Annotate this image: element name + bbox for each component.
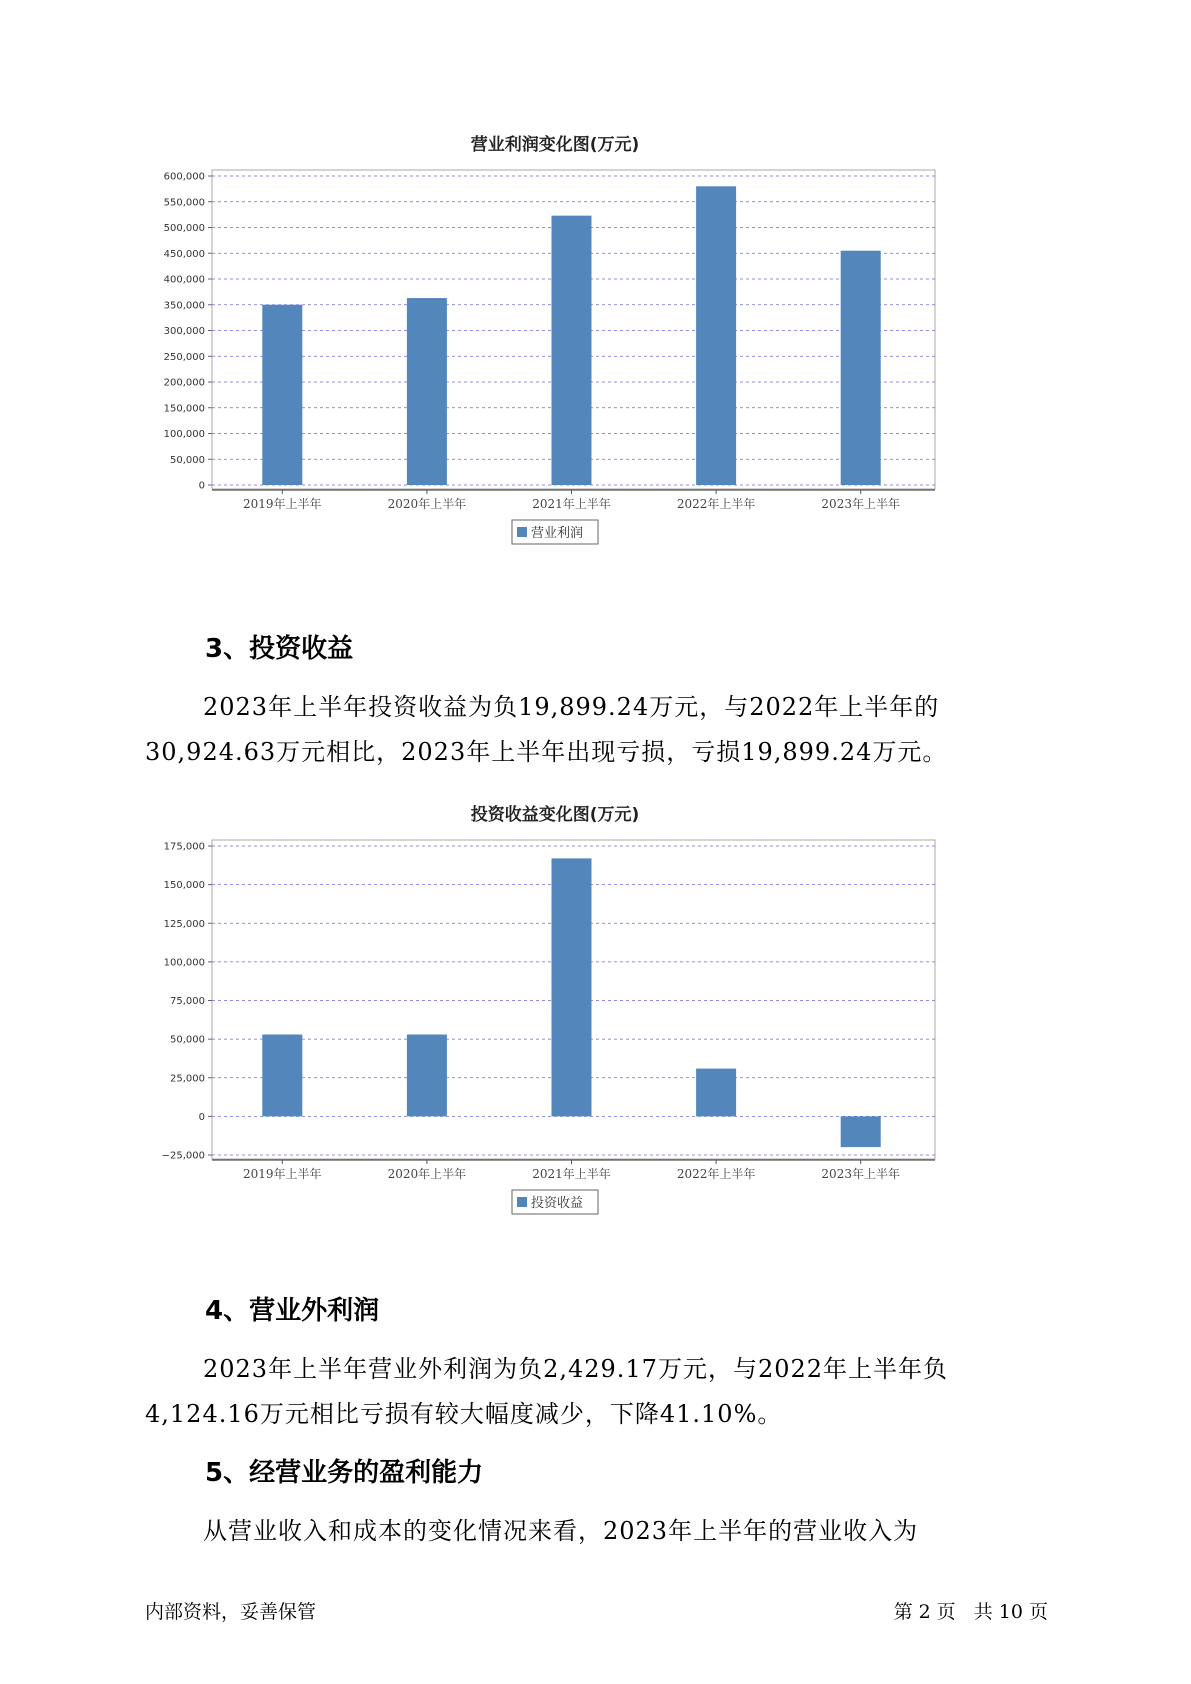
section-heading-investment-income: 3、投资收益 xyxy=(205,634,354,664)
y-tick-label: 150,000 xyxy=(163,880,205,892)
legend xyxy=(512,1190,598,1214)
y-tick-label: 100,000 xyxy=(163,957,205,969)
paragraph-profitability: 从营业收入和成本的变化情况来看，2023年上半年的营业收入为 xyxy=(203,1517,919,1545)
y-tick-label: −25,000 xyxy=(161,1150,205,1162)
paragraph-non-operating-profit: 2023年上半年营业外利润为负2,429.17万元，与2022年上半年负4,124.16万元相比亏损有较大幅度减少，下降41.10%。 xyxy=(145,1355,949,1428)
y-tick-label: 350,000 xyxy=(163,300,205,312)
y-tick-label: 300,000 xyxy=(163,326,205,337)
legend-swatch xyxy=(517,1197,527,1207)
x-tick-label: 2019年上半年 xyxy=(243,497,322,511)
chart-title: 投资收益变化图(万元) xyxy=(470,805,640,825)
x-tick-label: 2023年上半年 xyxy=(821,1167,900,1181)
y-tick-label: 125,000 xyxy=(163,918,205,930)
x-tick-label: 2020年上半年 xyxy=(387,497,467,511)
legend-swatch xyxy=(517,527,527,537)
paragraph-investment-income: 2023年上半年投资收益为负19,899.24万元，与2022年上半年的30,924.63万元相比，2023年上半年出现亏损，亏损19,899.24万元。 xyxy=(145,693,948,766)
bar xyxy=(262,1034,302,1116)
bar xyxy=(841,251,881,485)
y-tick-label: 50,000 xyxy=(170,1034,205,1046)
legend-label: 投资收益 xyxy=(531,1196,584,1211)
x-tick-label: 2021年上半年 xyxy=(532,497,611,511)
investment-income-chart xyxy=(0,800,1191,1270)
x-tick-label: 2021年上半年 xyxy=(532,1167,611,1181)
y-tick-label: 500,000 xyxy=(163,223,205,234)
x-tick-label: 2023年上半年 xyxy=(821,497,900,511)
y-tick-label: 150,000 xyxy=(163,403,205,415)
section-heading-profitability: 5、经营业务的盈利能力 xyxy=(205,1458,484,1488)
y-tick-label: 0 xyxy=(198,1111,205,1123)
investment-income-chart-svg xyxy=(0,800,1191,1270)
total-prefix: 共 xyxy=(973,1601,993,1623)
section-heading-non-operating-profit: 4、营业外利润 xyxy=(205,1296,380,1326)
y-tick-label: 450,000 xyxy=(163,248,205,260)
y-tick-label: 0 xyxy=(198,480,205,492)
x-tick-label: 2022年上半年 xyxy=(676,497,756,511)
footer-page-info xyxy=(891,1597,1051,1624)
bar xyxy=(696,186,736,485)
y-tick-label: 50,000 xyxy=(170,454,205,466)
y-tick-label: 25,000 xyxy=(170,1073,205,1085)
legend xyxy=(512,520,598,544)
bar xyxy=(841,1116,881,1147)
operating-profit-chart-svg xyxy=(0,130,1191,600)
total-pages: 10 xyxy=(998,1601,1023,1623)
y-tick-label: 550,000 xyxy=(163,197,205,209)
bar xyxy=(262,305,302,485)
bar xyxy=(407,298,447,485)
operating-profit-chart xyxy=(0,130,1191,600)
chart-title: 营业利润变化图(万元) xyxy=(470,135,640,155)
footer-confidential-note: 内部资料，妥善保管 xyxy=(145,1601,317,1623)
bar xyxy=(552,858,592,1116)
page-number: 2 xyxy=(918,1601,931,1623)
x-tick-label: 2022年上半年 xyxy=(676,1167,756,1181)
page-label-suffix: 页 xyxy=(936,1601,956,1623)
legend-label: 营业利润 xyxy=(531,526,584,541)
bar xyxy=(696,1069,736,1117)
y-tick-label: 200,000 xyxy=(163,377,205,389)
y-tick-label: 250,000 xyxy=(163,351,205,363)
total-suffix: 页 xyxy=(1028,1601,1048,1623)
y-tick-label: 100,000 xyxy=(163,429,205,440)
x-tick-label: 2020年上半年 xyxy=(387,1167,467,1181)
bar xyxy=(407,1034,447,1116)
y-tick-label: 600,000 xyxy=(163,171,205,183)
y-tick-label: 75,000 xyxy=(170,996,205,1007)
bar xyxy=(552,216,592,485)
page-label-prefix: 第 xyxy=(893,1601,913,1623)
y-tick-label: 175,000 xyxy=(163,841,205,853)
y-tick-label: 400,000 xyxy=(163,274,205,286)
x-tick-label: 2019年上半年 xyxy=(243,1167,322,1181)
